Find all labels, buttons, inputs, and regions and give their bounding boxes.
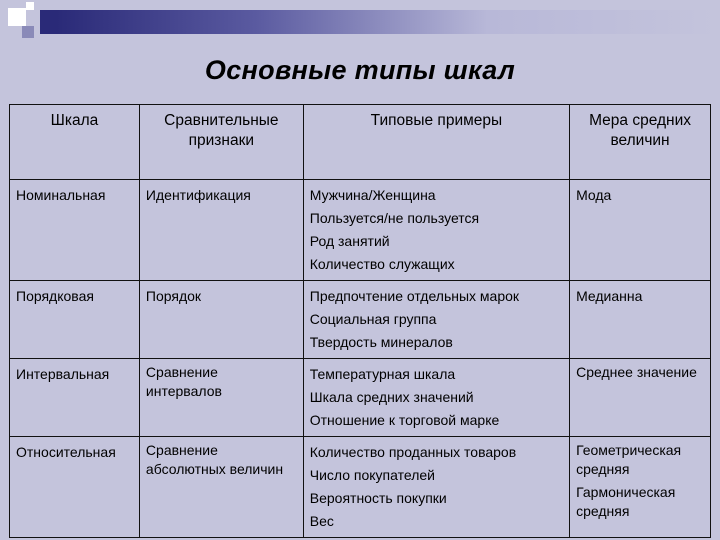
cell-examples <box>303 180 569 281</box>
decor-square-mid <box>22 26 34 38</box>
example-item: Количество служащих <box>309 256 455 272</box>
cell-attribute: Порядок <box>139 281 303 359</box>
example-item: Пользуется/не пользуется <box>309 210 480 226</box>
cell-scale: Относительная <box>10 437 140 538</box>
cell-scale: Интервальная <box>10 359 140 437</box>
header-gradient-bar <box>56 10 720 34</box>
example-item: Число покупателей <box>309 467 435 483</box>
example-item: Отношение к торговой марке <box>309 412 500 428</box>
scale-types-table <box>9 104 711 538</box>
measure-item: Медианна <box>576 288 643 304</box>
cell-attribute: Сравнение абсолютных величин <box>139 437 303 538</box>
decor-square-large <box>8 8 26 26</box>
cell-measure <box>570 437 711 538</box>
table-header-row <box>10 105 711 180</box>
table-row <box>10 281 711 359</box>
example-item: Мужчина/Женщина <box>309 187 436 203</box>
header-examples: Типовые примеры <box>303 105 569 180</box>
cell-examples <box>303 359 569 437</box>
example-item: Шкала средних значений <box>309 389 474 405</box>
table-row <box>10 180 711 281</box>
cell-examples <box>303 437 569 538</box>
header-scale: Шкала <box>10 105 140 180</box>
cell-measure <box>570 180 711 281</box>
example-item: Социальная группа <box>309 311 437 327</box>
example-item: Количество проданных товаров <box>309 444 517 460</box>
measure-item: Мода <box>576 187 612 203</box>
slide-title: Основные типы шкал <box>204 55 516 85</box>
example-item: Температурная шкала <box>309 366 456 382</box>
cell-attribute: Сравнение интервалов <box>139 359 303 437</box>
example-item: Род занятий <box>309 233 390 249</box>
cell-examples <box>303 281 569 359</box>
cell-scale: Номинальная <box>10 180 140 281</box>
cell-measure <box>570 281 711 359</box>
measure-item: Гармоническая средняя <box>576 484 676 519</box>
measure-item: Среднее значение <box>576 364 697 380</box>
example-item: Вероятность покупки <box>309 490 447 506</box>
example-item: Твердость минералов <box>309 334 453 350</box>
example-item: Вес <box>309 513 334 529</box>
cell-scale: Порядковая <box>10 281 140 359</box>
measure-item: Геометрическая средняя <box>576 442 682 477</box>
header-measure: Мера средних величин <box>570 105 711 180</box>
table-row <box>10 437 711 538</box>
decor-square-small <box>26 2 34 10</box>
cell-attribute: Идентификация <box>139 180 303 281</box>
table-row <box>10 359 711 437</box>
decor-square-dark <box>40 10 56 34</box>
example-item: Предпочтение отдельных марок <box>309 288 520 304</box>
header-attributes: Сравнительные признаки <box>139 105 303 180</box>
cell-measure <box>570 359 711 437</box>
